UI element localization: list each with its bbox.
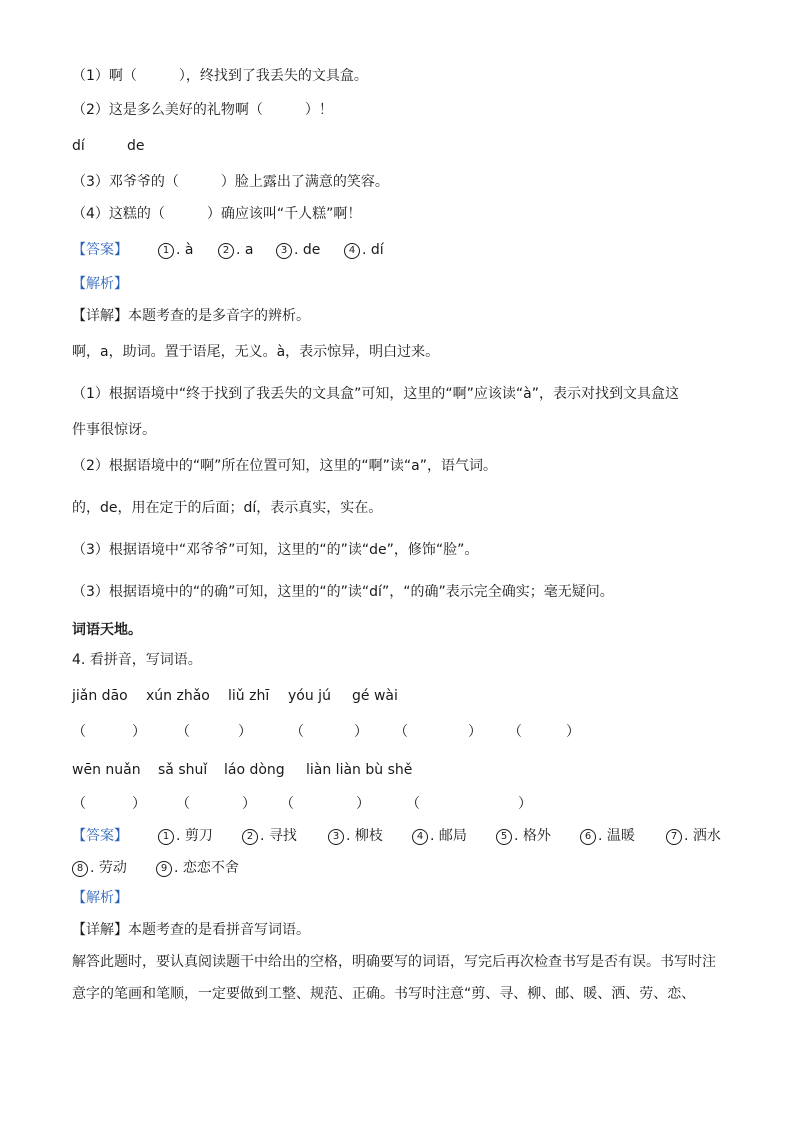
q3-detail-8: （3）根据语境中的“的确”可知，这里的“的”读“dí”，“的确”表示完全确实；毫无疑问。 [72,584,614,600]
paren-open: （ [406,796,420,812]
section-title: 词语天地。 [72,622,142,638]
paren-close: ） [132,796,146,812]
answer-item: 5 . 格外 [496,826,551,846]
answer-item: 1 . 剪刀 [158,826,213,846]
q4-detail-1: 【详解】本题考查的是看拼音写词语。 [72,922,310,938]
answer-item: 4 . dí [344,240,384,260]
q3-detail-1: 【详解】本题考查的是多音字的辨析。 [72,308,310,324]
pinyin-word: yóu jú [288,688,331,704]
q3-sentence-4: （4）这糕的（ ）确应该叫“千人糕”啊！ [72,206,362,222]
pinyin-word: láo dòng [224,762,285,778]
paren-close: ） [468,724,482,740]
answer-item: 4 . 邮局 [412,826,467,846]
answer-item: 6 . 温暖 [580,826,635,846]
pinyin-word: sǎ shuǐ [158,762,208,778]
pinyin-word: wēn nuǎn [72,762,141,778]
paren-open: （ [72,724,86,740]
analysis-label: 【解析】 [72,890,128,906]
paren-close: ） [238,724,252,740]
pinyin-word: liǔ zhī [228,688,270,704]
pinyin-word: jiǎn dāo [72,688,128,704]
q3-sentence-3: （3）邓爷爷的（ ）脸上露出了满意的笑容。 [72,174,389,190]
answer-label: 【答案】 [72,242,128,258]
paren-open: （ [176,796,190,812]
answer-item: 9 . 恋恋不舍 [156,858,239,878]
paren-open: （ [176,724,190,740]
paren-close: ） [242,796,256,812]
q3-detail-6: 的，de，用在定于的后面；dí，表示真实，实在。 [72,500,383,516]
answer-label: 【答案】 [72,828,128,844]
pinyin-di: dí [72,138,85,154]
paren-close: ） [518,796,532,812]
q4-detail-2: 解答此题时，要认真阅读题干中给出的空格，明确要写的词语，写完后再次检查书写是否有误。书写时注 [72,954,716,970]
paren-close: ） [354,724,368,740]
q3-sentence-2: （2）这是多么美好的礼物啊（ ）！ [72,102,333,118]
paren-close: ） [356,796,370,812]
pinyin-word: gé wài [352,688,398,704]
q3-detail-2: 啊，a，助词。置于语尾，无义。à，表示惊异，明白过来。 [72,344,440,360]
paren-open: （ [394,724,408,740]
paren-open: （ [72,796,86,812]
q3-detail-5: （2）根据语境中的“啊”所在位置可知，这里的“啊”读“a”，语气词。 [72,458,498,474]
pinyin-de: de [127,138,145,154]
paren-open: （ [280,796,294,812]
answer-item: 8 . 劳动 [72,858,127,878]
q3-detail-4: 件事很惊讶。 [72,422,156,438]
paren-open: （ [508,724,522,740]
analysis-label: 【解析】 [72,276,128,292]
q3-detail-7: （3）根据语境中“邓爷爷”可知，这里的“的”读“de”，修饰“脸”。 [72,542,479,558]
answer-item: 3 . de [276,240,320,260]
paren-close: ） [566,724,580,740]
answer-item: 3 . 柳枝 [328,826,383,846]
paren-open: （ [290,724,304,740]
answer-item: 2 . a [218,240,253,260]
pinyin-word: xún zhǎo [146,688,210,704]
answer-item: 1 . à [158,240,193,260]
answer-item: 7 . 洒水 [666,826,721,846]
answer-item: 2 . 寻找 [242,826,297,846]
q4-detail-3: 意字的笔画和笔顺，一定要做到工整、规范、正确。书写时注意“剪、寻、柳、邮、暖、洒、劳、恋、 [72,986,696,1002]
q3-detail-3: （1）根据语境中“终于找到了我丢失的文具盒”可知，这里的“啊”应该读“à”，表示对找到文具盒这 [72,386,680,402]
q4-title: 4. 看拼音，写词语。 [72,652,202,668]
pinyin-word: liàn liàn bù shě [306,762,413,778]
paren-close: ） [132,724,146,740]
q3-sentence-1: （1）啊（ ），终找到了我丢失的文具盒。 [72,68,368,84]
